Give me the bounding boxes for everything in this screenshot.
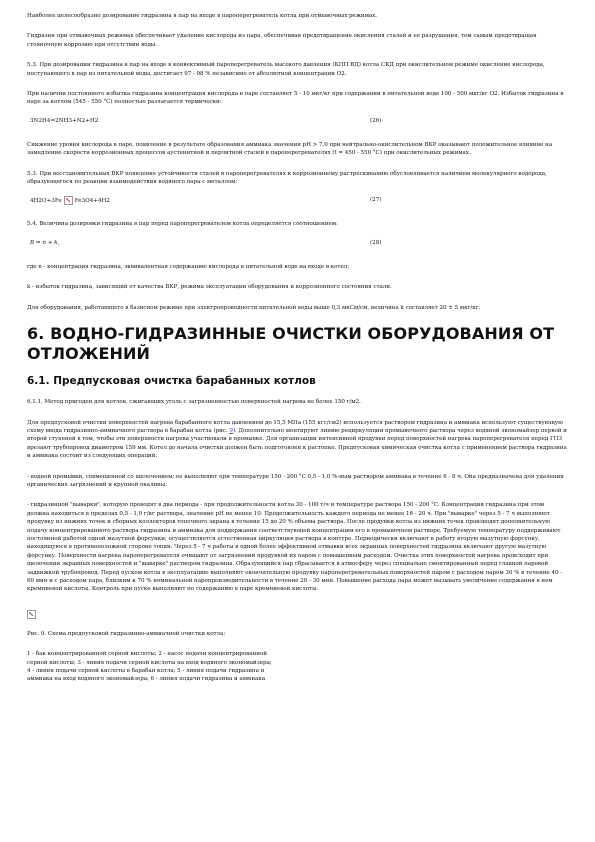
formula-27-left: 4H2O+3Fe (30, 198, 62, 205)
figure-caption: Рис. 9. Схема предпусковой гидразинно-аммиачной очистки котла: (27, 630, 226, 637)
formula-27-text (30, 196, 110, 206)
formula-26 (27, 117, 567, 126)
broken-image-icon (64, 196, 73, 205)
formula-28-number: (28) (370, 239, 382, 246)
definition-k: k - избыток гидразина, зависящий от качества ВКР, режима эксплуатации оборудования и коррозионного состояния стали. (27, 284, 392, 291)
formula-28 (27, 239, 567, 248)
figure-9-link[interactable]: 9 (229, 427, 233, 434)
paragraph-5-3b: 5.3. При восстановительных ВКР появление устойчивости сталей в пароперегревателях к коррозионному растрескиванию обусловливается наличием молекулярного водорода, образующегося по реакции взаимодействия водяного пара с металлом: (27, 170, 547, 186)
paragraph-6-1-1: 6.1.1. Метод пригоден для котлов, сжигающих уголь с загрязненностью поверхностей нагрева не более 150 г/м2. (27, 399, 361, 406)
legend-line: 1 - бак концентрированной серной кислоты; 2 - насос подачи концентрированной (27, 651, 267, 658)
paragraph-intro-2: Гидразин при отмывочных режимах обеспечивает удаление кислорода из пара, обеспечивая предотвращение окисления сталей и ее разрушения, тем самым предотвращая стояночную коррозию при отсутствии воды. (27, 33, 537, 48)
formula-26-text: 3N2H4=2NH3+N2+H2 (30, 117, 99, 124)
formula-27 (27, 196, 567, 205)
definition-n: где n - концентрация гидразина, эквивалентная содержанию кислорода в питательной воде на входе в котел; (27, 263, 350, 270)
paragraph-precleaning-part2: ). Дополнительно монтируют линию рециркуляции промывочного раствора через водяной экономайзер первой и второй ступеней в том, чтобы эти поверхности нагрева участвовали в промывке. Для организации интенсивной продувки перед поверхностей нагрева пароперегревателя перед ГПЗ врезают трубопровод диаметром 159 мм. Котел до начала очистки должен быть подготовлен к растопке. Предпусковая химическая очистка котла с применением раствора гидразина и аммиака состоит из следующих операций: (27, 427, 567, 460)
formula-27-right: Fe3O4+4H2 (74, 198, 110, 205)
paragraph-5-4: 5.4. Величина дозировки гидразина в пар перед пароперегревателем котла определяется соотношением: (27, 221, 338, 228)
section-heading: 6. ВОДНО-ГИДРАЗИННЫЕ ОЧИСТКИ ОБОРУДОВАНИЯ ОТ ОТЛОЖЕНИЙ (27, 324, 555, 364)
paragraph-5-3: 5.3. При дозировании гидразина в пар на входе в конвективный пароперегреватель высокого давления (КПП ВД) котла СКД при окислительном режиме окисление кислорода, поступающего в пар из питательной воды, достигает 97 - 98 % независимо от абсолютной концентрации O2. (27, 62, 545, 77)
subsection-heading: 6.1. Предпусковая очистка барабанных котлов (27, 375, 316, 388)
formula-26-number: (26) (370, 117, 382, 124)
paragraph-washing: - водной промывки, совмещенной со щелочением; ее выполняют при температуре 150 - 200 °С 0,5 - 1,0 %-ным раствором аммиака в течение 6 - 8 ч. Она предназначена для удаления органических загрязнений и крупной окалины; (27, 473, 564, 488)
formula-27-number: (27) (370, 197, 382, 204)
legend-line: 4 - линия подачи серной кислоты в барабан котла; 5 - линия подачи гидразина и (27, 668, 265, 675)
paragraph-precleaning (27, 419, 567, 461)
figure-9-image (27, 604, 567, 616)
paragraph-intro-1: Наиболее целесообразно дозирование гидразина в пар на входе в пароперегреватель котла при отмывочных режимах. (27, 13, 378, 19)
legend-line: серной кислоты; 3 - линия подачи серной кислоты на вход водяного экономайзера; (27, 659, 272, 666)
paragraph-precleaning-part1: Для предпусковой очистки поверхностей нагрева барабанного котла давлением до 15,5 МПа (155 кгс/см2) используется раствором гидразина и аммиака используют существующую схему ввода гидразинно-аммиачного раствора в барабан котла (рис. (27, 419, 563, 434)
figure-legend (27, 650, 567, 684)
paragraph-hydrazine-boiling: - гидразинной "выварки", которую проводят в два периода - при продолжительности котла 30 - 100 т/ч и температуре раствора 150 - 200 °С. Концентрация гидразина при этом должна находиться в пределах 0,5 - 1,0 г/кг раствора, значение pH не менее 10. Продолжительность каждого периода не менее 16 - 20 ч. При "выварке" через 5 - 7 ч выполняют продувку из нижних точек и сборных коллекторов топочного экрана в течение 15 до 20 % объема раствора. После продувки котла из нижних точек производят дополнительную подачу концентрированного раствора гидразина и аммиака для поддержания соответствующей концентрации его в промывочном растворе. Требуемую температуру поддерживают постоянной работой одной мазутной форсунки; осуществляется естественная циркуляция раствора в контуре. Периодически включают в работу вторую мазутную форсунку, находящуюся в противоположной стороне топки. Через 5 - 7 ч работы в одной более эффективной отмывки всех экранных поверхностей гидразина включают другую мазутную форсунку. Поверхности нагрева пароперегревателя очищают от загрязнений продувкой их паром с повышенным расходом. Очистка этих поверхностей нагрева происходит при щелочении экранных поверхностей и "выварке" раствором гидразина. Образующийся пар сбрасывается в атмосферу через специально смонтированный перед главной паровой задвижкой трубопровод. Перед пуском котла в эксплуатацию выполняют окончательную продувку пароперегревательных поверхностей паром с расходом паром 30 % в течение 40 - 60 мин и с расходом пара, близким к 70 % номинальной паропроизводительности в течение 20 - 30 мин. Повышение расхода пара может вызывать увеличение содержания в нем кремниевой кислоты. Контроль при пуске выполняют по содержанию в паре кремниевой кислоты. (27, 502, 563, 593)
formula-28-text: B = n + k, (30, 239, 60, 246)
paragraph-oxygen-reduction: Снижение уровня кислорода в паре, появление в результате образования аммиака значения pH > 7,0 при нейтрально-окислительном ВКР оказывают положительное влияние на замедление скорости коррозионных процессов аустенитной и перлитной сталей в пароперегревателях (t = 450 - 550 °С) при окислительных режимах. (27, 141, 553, 157)
broken-image-icon (27, 610, 36, 619)
paragraph-equipment: Для оборудования, работающего в базисном режиме при электропроводности питательной воды выше 0,3 мкСм/см, величина k составляет 20 ± 5 мкг/кг. (27, 304, 481, 311)
document-page (27, 12, 567, 684)
paragraph-excess-hydrazine: При наличии постоянного избытка гидразина концентрация кислорода в паре составляет 5 - 10 мкг/кг при содержании в питательной воде 100 - 500 мкг/кг O2. Избыток гидразина в паре за котлом (545 - 550 °С) полностью разлагается термически: (27, 91, 564, 106)
legend-line: аммиака на вход водяного экономайзера; 6 - линия подачи гидразина и аммиака (27, 676, 266, 683)
